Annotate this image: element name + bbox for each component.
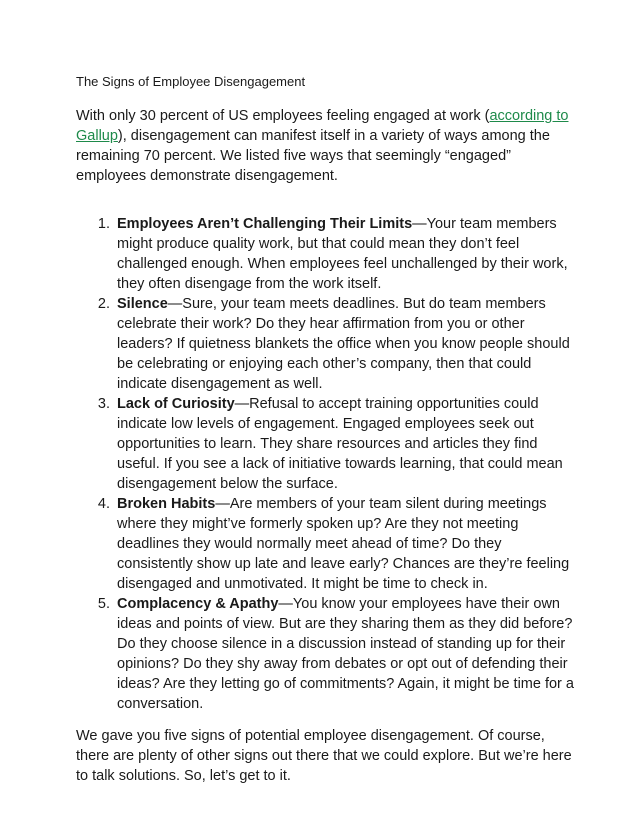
list-item bbox=[114, 594, 576, 714]
closing-paragraph: We gave you five signs of potential employee disengagement. Of course, there are plenty of other signs out there that we could explore. But we’re here to talk solutions. So, let’s get to it. bbox=[76, 728, 572, 784]
sign-heading: Broken Habits bbox=[117, 496, 216, 512]
list-item bbox=[114, 494, 576, 594]
gallup-link[interactable]: according to Gallup bbox=[76, 108, 569, 144]
sign-heading: Lack of Curiosity bbox=[117, 396, 235, 412]
signs-list bbox=[76, 214, 576, 714]
intro-text-before-link: With only 30 percent of US employees feeling engaged at work ( bbox=[76, 108, 490, 124]
document-page bbox=[76, 74, 576, 786]
sign-text: —You know your employees have their own ideas and points of view. But are they sharing them as they did before? Do they choose silence in a discussion instead of standing up for their opinions? Do they shy away from debates or opt out of defending their ideas? Are they letting go of commitments? Again, it might be time for a conversation. bbox=[117, 596, 574, 712]
intro-text-after-link: ), disengagement can manifest itself in a variety of ways among the remaining 70 percent. We listed five ways that seemingly “engaged” employees demonstrate disengagement. bbox=[76, 128, 550, 184]
list-item bbox=[114, 394, 576, 494]
sign-text: —Are members of your team silent during meetings where they might’ve formerly spoken up? Are they not meeting deadlines they would normally meet ahead of time? Do they consistently show up late and leave early? Chances are they’re feeling disengaged and unmotivated. It might be time to check in. bbox=[117, 496, 570, 592]
sign-text: —Your team members might produce quality work, but that could mean they don’t feel challenged enough. When employees feel unchallenged by their work, they often disengage from the work itself. bbox=[117, 216, 568, 292]
list-item bbox=[114, 214, 576, 294]
sign-heading: Complacency & Apathy bbox=[117, 596, 279, 612]
list-item bbox=[114, 294, 576, 394]
sign-heading: Employees Aren’t Challenging Their Limits bbox=[117, 216, 413, 232]
sign-text: —Sure, your team meets deadlines. But do team members celebrate their work? Do they hear affirmation from you or other leaders? If quietness blankets the office when you know people should be celebrating or enjoying each other’s company, then that could indicate disengagement as well. bbox=[117, 296, 570, 392]
document-title: The Signs of Employee Disengagement bbox=[76, 74, 306, 89]
intro-paragraph bbox=[76, 106, 576, 186]
sign-heading: Silence bbox=[117, 296, 168, 312]
sign-text: —Refusal to accept training opportunities could indicate low levels of engagement. Engaged employees seek out opportunities to learn. They share resources and articles they find useful. If you see a lack of initiative towards learning, that could mean disengagement below the surface. bbox=[117, 396, 563, 492]
